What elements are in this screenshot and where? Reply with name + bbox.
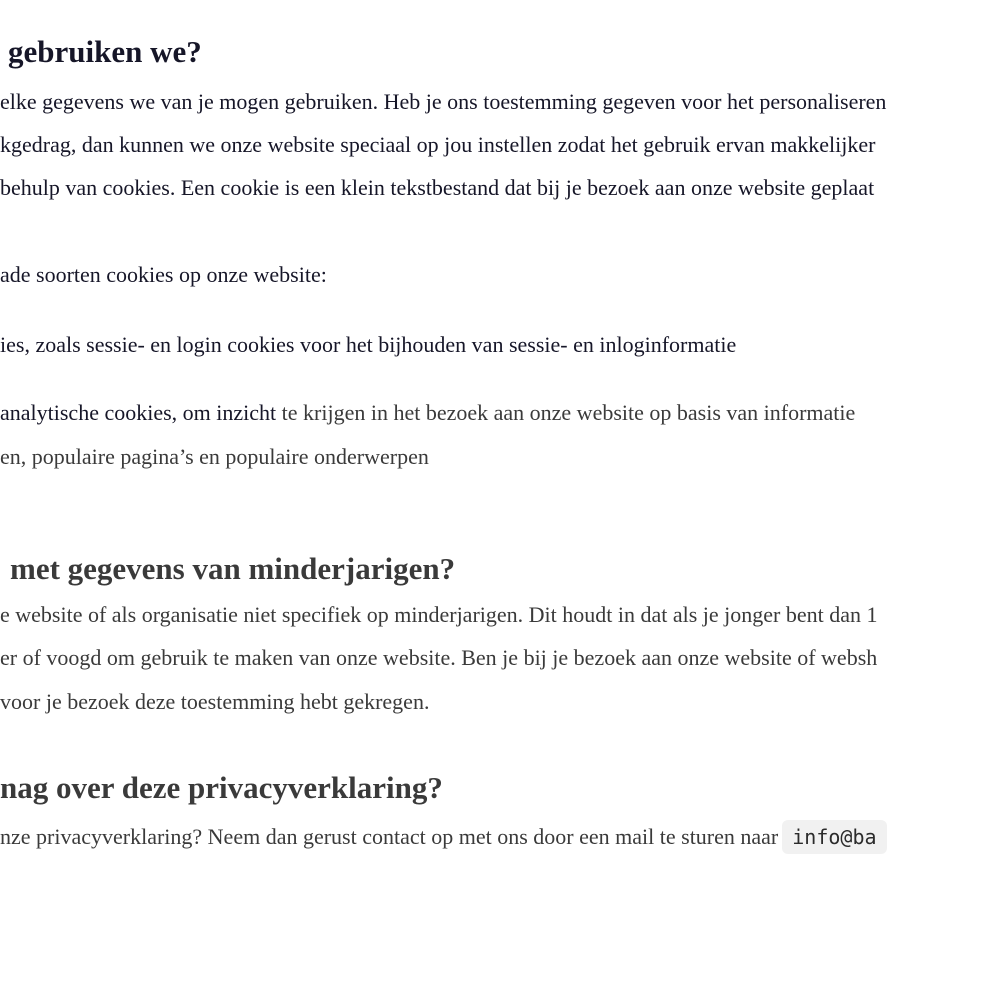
paragraph-line: voor je bezoek deze toestemming hebt gekregen. [0,689,430,714]
list-item-analytic-cookies [0,398,855,428]
cookie-types-intro: ade soorten cookies op onze website: [0,262,327,287]
list-item-continuation: en, populaire pagina’s en populaire onderwerpen [0,444,429,469]
paragraph-line: behulp van cookies. Een cookie is een klein tekstbestand dat bij je bezoek aan onze website geplaat [0,175,875,200]
paragraph-line: kgedrag, dan kunnen we onze website speciaal op jou instellen zodat het gebruik ervan makkelijker [0,132,876,157]
paragraph-line: e website of als organisatie niet specifiek op minderjarigen. Dit houdt in dat als je jonger bent dan 1 [0,602,878,627]
list-item-text: te krijgen in het bezoek aan onze website op basis van informatie [276,400,856,425]
paragraph-line: elke gegevens we van je mogen gebruiken. Heb je ons toestemming gegeven voor het personaliseren [0,89,887,114]
heading-minors: met gegevens van minderjarigen? [10,551,456,586]
email-address[interactable]: info@ba [782,820,886,854]
paragraph-line: er of voogd om gebruik te maken van onze website. Ben je bij je bezoek aan onze website of websh [0,645,878,670]
contact-line [0,820,887,854]
heading-cookies: gebruiken we? [8,34,202,69]
contact-text: nze privacyverklaring? Neem dan gerust contact op met ons door een mail te sturen naar [0,824,779,849]
list-item-text: analytische cookies, om inzicht [0,400,277,425]
list-item-functional-cookies: ies, zoals sessie- en login cookies voor het bijhouden van sessie- en inloginformatie [0,332,737,357]
heading-question: nag over deze privacyverklaring? [0,770,443,805]
